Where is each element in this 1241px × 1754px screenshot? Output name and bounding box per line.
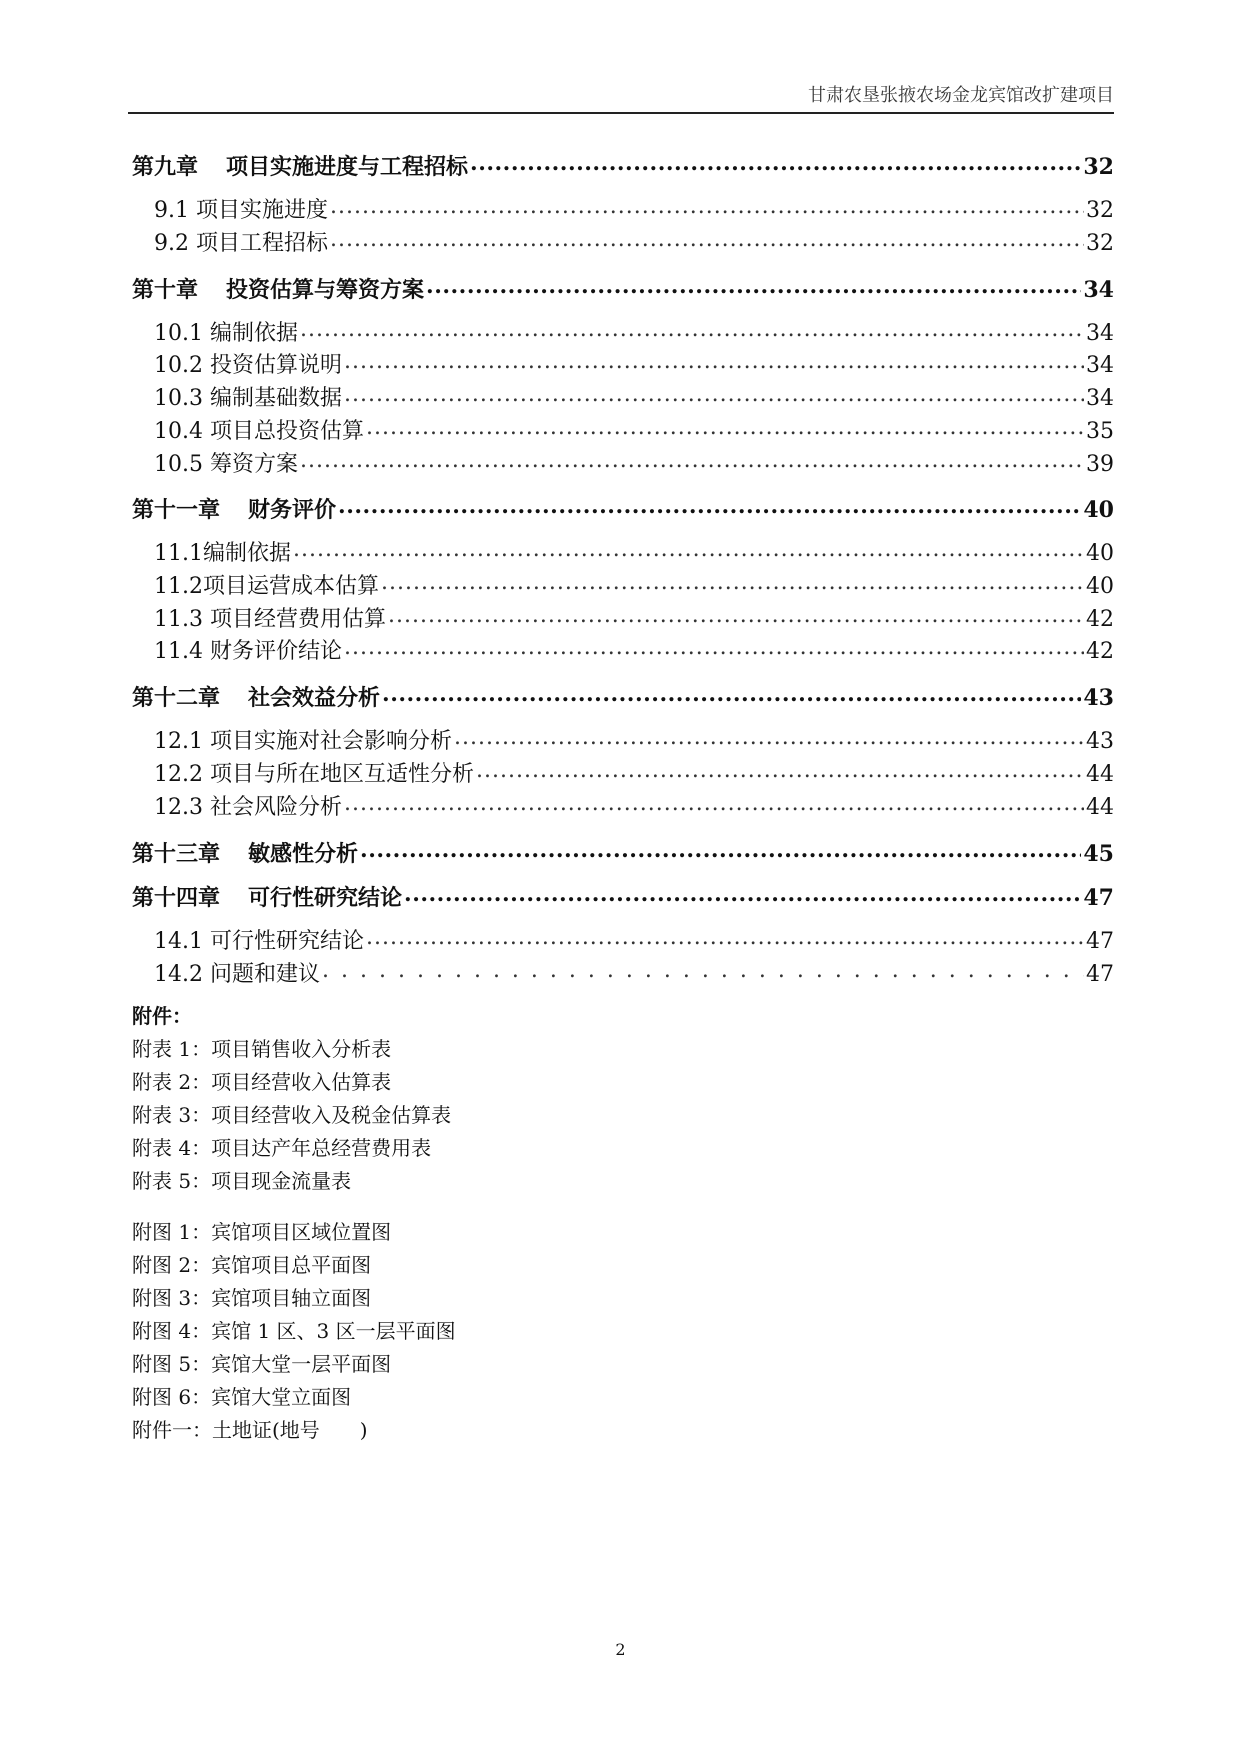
toc-section-12-3[interactable] (132, 790, 1114, 821)
toc-chapter-10[interactable] (132, 273, 1114, 304)
toc-page-number: 34 (1083, 277, 1114, 303)
toc-number: 10.3 (154, 386, 203, 411)
dot-leader (344, 349, 1084, 374)
toc-number: 第九章 (132, 154, 199, 180)
toc-chapter-14[interactable] (132, 881, 1114, 912)
toc-number: 第十章 (132, 277, 199, 303)
dot-leader (382, 681, 1081, 707)
toc-chapter-9[interactable] (132, 150, 1114, 181)
dot-leader (330, 194, 1084, 219)
dot-leader (454, 725, 1084, 750)
dot-leader (293, 537, 1084, 562)
toc-page-number: 47 (1086, 962, 1114, 987)
toc-page-number: 35 (1086, 419, 1114, 444)
toc-page-number: 40 (1086, 541, 1114, 566)
toc-number: 11.3 (154, 607, 203, 632)
page-number: 2 (615, 1640, 626, 1659)
appendix-attachment-item: 附件一：土地证(地号 ) (132, 1418, 368, 1442)
toc-section-10-2[interactable] (132, 348, 1114, 379)
toc-page-number: 32 (1086, 231, 1114, 256)
dot-leader (344, 635, 1084, 660)
toc-number: 第十四章 (132, 885, 221, 911)
toc-title: 可行性研究结论 (209, 929, 364, 954)
toc-number: 10.5 (154, 452, 203, 477)
toc-page-number: 39 (1086, 452, 1114, 477)
toc-section-10-4[interactable] (132, 414, 1114, 445)
toc-page-number: 45 (1083, 841, 1114, 867)
toc-section-11-1[interactable] (132, 536, 1114, 567)
toc-page-number: 34 (1086, 386, 1114, 411)
toc-title: 编制基础数据 (209, 386, 342, 411)
toc-page-number: 44 (1086, 762, 1114, 787)
toc-title: 社会风险分析 (209, 795, 342, 820)
toc-page-number: 40 (1083, 497, 1114, 523)
appendix-figure-item: 附图 5：宾馆大堂一层平面图 (132, 1352, 392, 1376)
toc-page-number: 42 (1086, 607, 1114, 632)
toc-number: 第十二章 (132, 685, 221, 711)
toc-number: 11.4 (154, 639, 203, 664)
toc-title: 编制依据 (209, 321, 298, 346)
toc-number: 11.2 (154, 574, 203, 599)
toc-section-10-3[interactable] (132, 381, 1114, 412)
toc-page-number: 44 (1086, 795, 1114, 820)
appendix-figure-item: 附图 4：宾馆 1 区、3 区一层平面图 (132, 1319, 456, 1343)
dot-leader (366, 415, 1084, 440)
appendix-table-item: 附表 1：项目销售收入分析表 (132, 1037, 392, 1061)
dot-leader (344, 382, 1084, 407)
toc-page-number: 32 (1083, 154, 1114, 180)
toc-number: 14.1 (154, 929, 203, 954)
appendix-list (132, 1000, 456, 1447)
toc-title: 投资估算与筹资方案 (226, 277, 425, 303)
toc-section-12-2[interactable] (132, 757, 1114, 788)
dot-leader (426, 273, 1081, 299)
toc-title: 财务评价结论 (209, 639, 342, 664)
toc-title: 项目实施对社会影响分析 (209, 729, 452, 754)
appendix-spacer (132, 1198, 456, 1216)
toc-section-9-2[interactable] (132, 226, 1114, 257)
running-header: 甘肃农垦张掖农场金龙宾馆改扩建项目 (808, 85, 1114, 106)
dot-leader (388, 603, 1084, 628)
toc-page-number: 34 (1086, 321, 1114, 346)
toc-number: 12.1 (154, 729, 203, 754)
appendix-table-item: 附表 5：项目现金流量表 (132, 1169, 352, 1193)
toc-section-10-1[interactable] (132, 316, 1114, 347)
toc-number: 10.4 (154, 419, 203, 444)
toc-title: 项目运营成本估算 (202, 574, 379, 599)
toc-page-number: 34 (1086, 353, 1114, 378)
dot-leader (476, 758, 1084, 783)
appendix-title: 附件： (132, 1004, 192, 1028)
toc-chapter-13[interactable] (132, 837, 1114, 868)
toc-title: 项目经营费用估算 (209, 607, 386, 632)
toc-number: 9.1 (154, 198, 189, 223)
dot-leader (366, 925, 1084, 950)
dot-leader (300, 317, 1084, 342)
toc-page-number: 42 (1086, 639, 1114, 664)
toc-section-11-4[interactable] (132, 634, 1114, 665)
toc-section-10-5[interactable] (132, 447, 1114, 478)
toc-page-number: 47 (1086, 929, 1114, 954)
toc-number: 第十三章 (132, 841, 221, 867)
toc-section-14-1[interactable] (132, 924, 1114, 955)
toc-section-9-1[interactable] (132, 193, 1114, 224)
dot-leader (470, 150, 1081, 176)
toc-section-11-2[interactable] (132, 569, 1114, 600)
toc-title: 项目总投资估算 (209, 419, 364, 444)
toc-title: 筹资方案 (209, 452, 298, 477)
appendix-table-item: 附表 4：项目达产年总经营费用表 (132, 1136, 432, 1160)
toc-title: 项目工程招标 (196, 231, 329, 256)
appendix-table-item: 附表 2：项目经营收入估算表 (132, 1070, 392, 1094)
toc-number: 10.1 (154, 321, 203, 346)
header-rule (128, 112, 1114, 114)
toc-number: 9.2 (154, 231, 189, 256)
appendix-figure-item: 附图 2：宾馆项目总平面图 (132, 1253, 372, 1277)
toc-title: 项目实施进度 (196, 198, 329, 223)
dot-leader (322, 958, 1084, 983)
dot-leader (300, 448, 1084, 473)
appendix-table-item: 附表 3：项目经营收入及税金估算表 (132, 1103, 452, 1127)
toc-page-number: 32 (1086, 198, 1114, 223)
toc-page-number: 40 (1086, 574, 1114, 599)
toc-title: 敏感性分析 (248, 841, 359, 867)
toc-number: 11.1 (154, 541, 203, 566)
toc-number: 第十一章 (132, 497, 221, 523)
appendix-figure-item: 附图 6：宾馆大堂立面图 (132, 1385, 352, 1409)
toc-number: 14.2 (154, 962, 203, 987)
dot-leader (404, 881, 1081, 907)
toc-number: 12.2 (154, 762, 203, 787)
appendix-figure-item: 附图 1：宾馆项目区域位置图 (132, 1220, 392, 1244)
toc-page-number: 43 (1083, 685, 1114, 711)
toc-title: 项目与所在地区互适性分析 (209, 762, 474, 787)
toc-page-number: 47 (1083, 885, 1114, 911)
toc-section-12-1[interactable] (132, 724, 1114, 755)
toc-title: 投资估算说明 (209, 353, 342, 378)
toc-title: 问题和建议 (209, 962, 320, 987)
toc-section-11-3[interactable] (132, 602, 1114, 633)
toc-title: 项目实施进度与工程招标 (226, 154, 469, 180)
toc-section-14-2[interactable] (132, 957, 1114, 988)
dot-leader (338, 493, 1081, 519)
appendix-figure-item: 附图 3：宾馆项目轴立面图 (132, 1286, 372, 1310)
dot-leader (330, 227, 1084, 252)
toc-page-number: 43 (1086, 729, 1114, 754)
dot-leader (344, 791, 1084, 816)
toc-title: 财务评价 (248, 497, 337, 523)
toc-number: 12.3 (154, 795, 203, 820)
toc-title: 可行性研究结论 (248, 885, 403, 911)
dot-leader (360, 837, 1081, 863)
toc-chapter-11[interactable] (132, 493, 1114, 524)
toc-title: 社会效益分析 (248, 685, 381, 711)
toc-number: 10.2 (154, 353, 203, 378)
toc-title: 编制依据 (202, 541, 291, 566)
toc-chapter-12[interactable] (132, 681, 1114, 712)
dot-leader (381, 570, 1084, 595)
